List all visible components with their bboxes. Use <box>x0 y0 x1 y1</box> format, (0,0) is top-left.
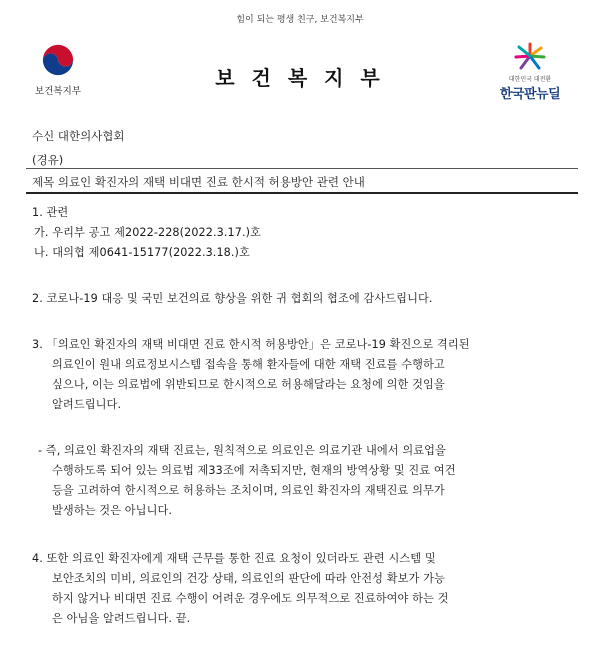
section-3-note-line-3: 등을 고려하여 한시적으로 허용하는 조치이며, 의료인 확진자의 재택진료 의무가 <box>52 484 445 497</box>
slogan: 힘이 되는 평생 친구, 보건복지부 <box>236 15 364 25</box>
section-3-note-line-1: - 즉, 의료인 확진자의 재택 진료는, 원칙적으로 의료인은 의료기관 내에서 의료업을 <box>38 444 446 457</box>
section-4-line-4: 은 아님을 알려드립니다. 끝. <box>52 612 191 625</box>
section-3-line-1: 3. 「의료인 확진자의 재택 비대면 진료 한시적 허용방안」은 코로나-19 확진으로 격리된 <box>32 338 470 351</box>
section-1-item-b: 나. 대의협 제0641-15177(2022.3.18.)호 <box>34 246 250 259</box>
subject-line: 제목 의료인 확진자의 재택 비대면 진료 한시적 허용방안 관련 안내 <box>32 175 365 189</box>
section-1-title: 1. 관련 <box>32 206 69 219</box>
section-3-line-2: 의료인이 원내 의료정보시스템 접속을 통해 환자들에 대한 재택 진료를 수행하고 <box>52 358 445 371</box>
header-bottom-rule <box>26 192 578 194</box>
section-3-line-4: 알려드립니다. <box>52 398 122 411</box>
new-deal-subtitle: 대한민국 대전환 <box>508 76 552 83</box>
section-4-line-3: 하지 않거나 비대면 진료 수행이 어려운 경우에도 의무적으로 진료하여야 하는 것 <box>52 592 449 605</box>
document-title: 보 건 복 지 부 <box>215 66 385 90</box>
section-3-note-line-4: 발생하는 것은 아닙니다. <box>52 504 173 517</box>
section-3-note-line-2: 수행하도록 되어 있는 의료법 제33조에 저촉되지만, 현재의 방역상황 및 진료 여건 <box>52 464 456 477</box>
new-deal-title: 한국판뉴딜 <box>499 87 561 102</box>
via-line: (경유) <box>32 153 64 167</box>
section-4-line-2: 보안조치의 미비, 의료인의 건강 상태, 의료인의 판단에 따라 안전성 확보가 가능 <box>52 572 445 585</box>
section-2: 2. 코로나-19 대응 및 국민 보건의료 향상을 위한 귀 협회의 협조에 감사드립니다. <box>32 292 433 305</box>
header-divider <box>26 168 578 169</box>
section-1-item-a: 가. 우리부 공고 제2022-228(2022.3.17.)호 <box>34 226 261 239</box>
section-4-line-1: 4. 또한 의료인 확진자에게 재택 근무를 통한 진료 요청이 있더라도 관련 시스템 및 <box>32 552 436 565</box>
section-3-line-3: 싶으나, 이는 의료법에 위반되므로 한시적으로 허용해달라는 요청에 의한 것임을 <box>52 378 445 391</box>
korea-new-deal-star-icon <box>513 42 547 72</box>
ministry-logo-text: 보건복지부 <box>35 86 81 97</box>
recipient-line: 수신 대한의사협회 <box>32 129 125 143</box>
new-deal-logo <box>490 42 570 102</box>
